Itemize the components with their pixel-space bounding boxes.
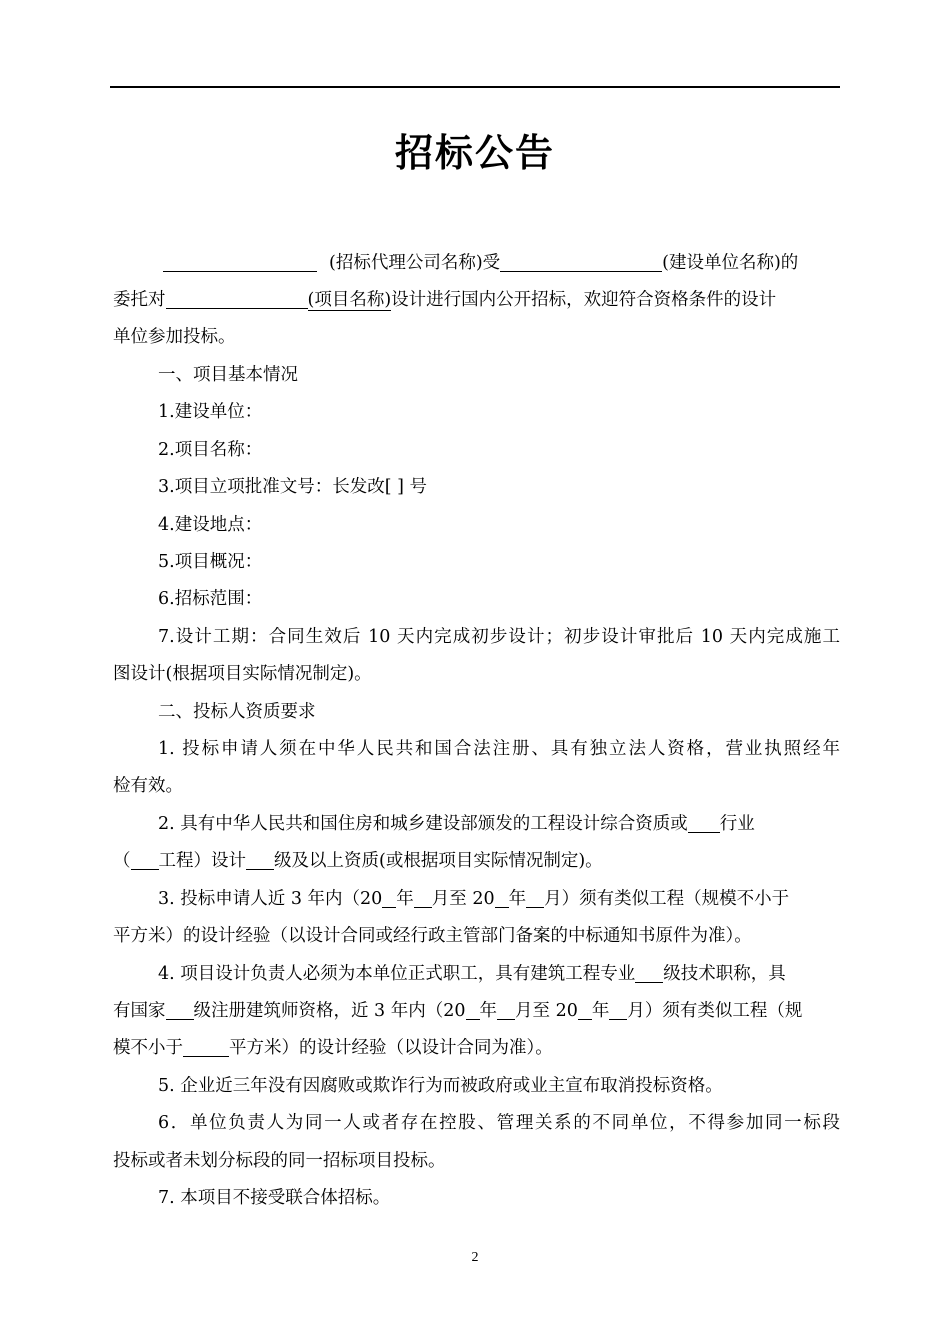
intro-text: (招标代理公司名称)受 (329, 253, 501, 273)
requirement-4-cont (113, 996, 839, 1026)
requirement-text: （ (113, 851, 131, 871)
month-blank (497, 999, 515, 1020)
requirement-6-cont: 投标或者未划分标段的同一招标项目投标。 (113, 1151, 446, 1171)
section1-item-7-cont: 图设计(根据项目实际情况制定)。 (113, 664, 372, 684)
requirement-3 (158, 884, 840, 914)
section1-item: 4.建设地点： (158, 515, 263, 535)
section1-item: 2.项目名称： (158, 440, 263, 460)
requirement-text: 月）须有类似工程（规 (627, 1001, 803, 1021)
intro-text: 设计进行国内公开招标，欢迎符合资格条件的设计 (391, 290, 777, 310)
industry-blank (688, 812, 720, 833)
requirement-6: 6．单位负责人为同一人或者存在控股、管理关系的不同单位，不得参加同一标段 (158, 1113, 840, 1133)
grade-blank (246, 849, 274, 870)
year-blank (495, 887, 509, 908)
requirement-1: 1. 投标申请人须在中华人民共和国合法注册、具有独立法人资格，营业执照经年 (158, 739, 840, 759)
page-title: 招标公告 (394, 131, 555, 175)
requirement-7: 7. 本项目不接受联合体招标。 (158, 1188, 391, 1208)
requirement-text: 4. 项目设计负责人必须为本单位正式职工，具有建筑工程专业 (158, 964, 636, 984)
page-number: 2 (471, 1250, 479, 1265)
requirement-1-cont: 检有效。 (113, 776, 183, 796)
project-name-blank (166, 288, 308, 309)
requirement-4-cont-2 (113, 1033, 839, 1063)
engineering-blank (131, 849, 159, 870)
requirement-text: 年 (479, 1001, 498, 1021)
requirement-text: 3. 投标申请人近 3 年内（20 (158, 889, 383, 909)
architect-grade-blank (166, 999, 194, 1020)
intro-line-3: 单位参加投标。 (113, 327, 236, 347)
requirement-4 (158, 959, 840, 989)
section1-item: 6.招标范围： (158, 589, 263, 609)
requirement-text: 工程）设计 (158, 851, 246, 871)
agency-name-blank (163, 251, 317, 272)
requirement-2 (158, 809, 840, 839)
month-blank (414, 887, 432, 908)
month-blank (609, 999, 627, 1020)
intro-line-2 (113, 285, 839, 315)
header-rule (110, 86, 840, 88)
section1-item: 3.项目立项批准文号：长发改[ ] 号 (158, 477, 427, 497)
title-grade-blank (635, 962, 663, 983)
section1-item: 1.建设单位： (158, 402, 263, 422)
requirement-text: 级技术职称，具 (663, 964, 786, 984)
requirement-text: 有国家 (113, 1001, 166, 1021)
requirement-text: 平方米）的设计经验（以设计合同为准）。 (229, 1038, 553, 1058)
year-blank (466, 999, 480, 1020)
requirement-text: 行业 (719, 814, 755, 834)
section2-heading: 二、投标人资质要求 (158, 702, 316, 722)
requirement-text: 年 (508, 889, 527, 909)
section1-item-7: 7.设计工期：合同生效后 10 天内完成初步设计；初步设计审批后 10 天内完成施工 (158, 627, 840, 647)
requirement-5: 5. 企业近三年没有因腐败或欺诈行为而被政府或业主宣布取消投标资格。 (158, 1076, 723, 1096)
intro-line-1 (113, 248, 839, 278)
section1-item: 5.项目概况： (158, 552, 263, 572)
intro-text: (建设单位名称)的 (662, 253, 799, 273)
intro-text: 委托对 (113, 290, 166, 310)
requirement-text: 级及以上资质(或根据项目实际情况制定)。 (274, 851, 603, 871)
requirement-text: 月）须有类似工程（规模不小于 (544, 889, 790, 909)
requirement-text: 月至 20 (515, 1001, 578, 1021)
requirement-text: 2. 具有中华人民共和国住房和城乡建设部颁发的工程设计综合资质或 (158, 814, 688, 834)
area-blank (183, 1036, 229, 1057)
month-blank (526, 887, 544, 908)
requirement-text: 年 (591, 1001, 610, 1021)
year-blank (578, 999, 592, 1020)
builder-name-blank (500, 251, 662, 272)
requirement-2-cont (113, 846, 839, 876)
requirement-text: 月至 20 (431, 889, 495, 909)
section1-heading: 一、项目基本情况 (158, 365, 298, 385)
project-name-label: (项目名称) (307, 290, 392, 310)
requirement-text: 模不小于 (113, 1038, 183, 1058)
year-blank (382, 887, 396, 908)
requirement-text: 年 (396, 889, 414, 909)
requirement-3-cont: 平方米）的设计经验（以设计合同或经行政主管部门备案的中标通知书原件为准）。 (113, 926, 752, 946)
requirement-text: 级注册建筑师资格，近 3 年内（20 (193, 1001, 466, 1021)
